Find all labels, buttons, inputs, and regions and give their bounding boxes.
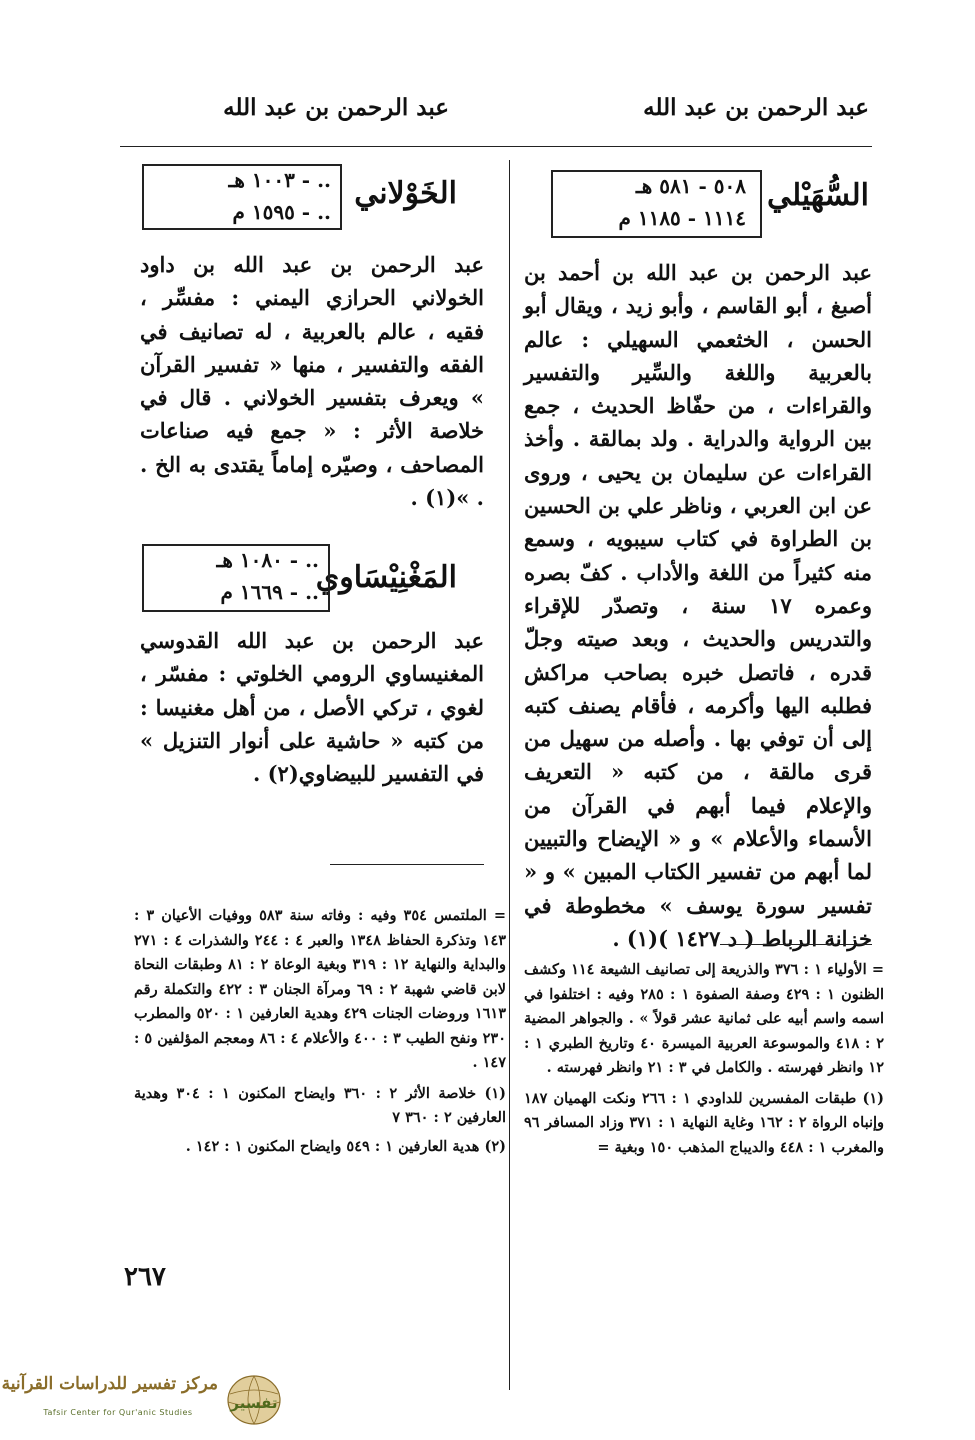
footnote-separator: [720, 944, 872, 945]
logo-arabic-text: مركز تفسير للدراسات القرآنية: [1, 1374, 218, 1394]
logo-mark-text: تفسير: [230, 1394, 278, 1412]
footnote: = الأولياء ١ : ٣٧٦ والذريعة إلى تصانيف الشيعة ١١٤ وكشف الظنون ١ : ٤٢٩ وصفة الصفوة ١ : ٢٨٥ وفيه : اختلفوا في اسمه واسم أبيه على ثمانية عشر قولاً » . والجواهر المضية ٢ : ٤١٨ والموسوعة العربية الميسرة ٤٠ وتاريخ الطبري ١ : ١٢ وانظر فهرسته . والكامل في ٣ : ٢١ وانظر فهرسته .: [524, 961, 885, 1076]
footnote: (١) طبقات المفسرين للداودي ١ : ٢٦٦ ونكت الهميان ١٨٧ وإنباه الرواة ٢ : ١٦٢ وغاية النهاية ١ : ٣٧١ وزاد المسافر ٩٦ والمغرب ١ : ٤٤٨ والديباج المذهب ١٥٠ وبغية =: [524, 1089, 885, 1156]
entry-name: الخَوْلاني: [354, 176, 457, 211]
footnotes-left: [134, 904, 506, 1159]
dates-hijri: .. - ١٠٠٣ هـ: [228, 168, 331, 192]
footnote-separator: [330, 864, 484, 865]
entry-text: عبد الرحمن بن عبد الله بن أحمد بن أصبغ ، أبو القاسم ، وأبو زيد ، ويقال أبو الحسن ، الخثعمي السهيلي : عالم بالعربية واللغة والسِّير والتفسير والقراءات ، من حفّاظ الحديث ، جمع بين الرواية والدراية . ولد بمالقة . وأخذ القراءات عن سليمان بن يحيى ، وروى عن ابن العربي ، وناظر علي بن الحسين بن الطراوة في كتاب سيبويه ، وسمع منه كثيراً من اللغة والأداب . كفّ بصره وعمره ١٧ سنة ، وتصدّر للإقراء والتدريس والحديث ، وبعد صيته وجلّ قدره ، فاتصل خبره بصاحب مراكش فطلبه اليها وأكرمه ، فأقام يصنف كتبه إلى أن توفي بها . وأصله من سهيل من قرى مالقة ، من كتبه « التعريف والإعلام فيما أبهم في القرآن من الأسماء والأعلام » و « الإيضاح والتبيين لما أبهم من تفسير الكتاب المبين » و « تفسير سورة يوسف » مخطوطة في خزانة الرباط ( د ١٤٢٧ )(١) .: [524, 260, 872, 951]
dates-hijri: ٥٠٨ - ٥٨١ هـ: [635, 174, 746, 198]
publisher-logo: [1, 1372, 288, 1428]
dates-gregorian: .. - ١٦٦٩ م: [220, 580, 319, 604]
footnote: = الملتمس ٣٥٤ وفيه : وفاته سنة ٥٨٣ ووفيات الأعيان ٣ : ١٤٣ وتذكرة الحفاظ ١٣٤٨ والعبر ٤ : ٢٤٤ والشذرات ٤ : ٢٧١ والبداية والنهاية ١٢ : ٣١٩ وبغية الوعاة ٢ : ٨١ وطبقات النحاة لابن قاضي شهبة ٢ : ٦٩ ومرآة الجنان ٣ : ٤٢٢ والتكملة رقم ١٦١٣ وروضات الجنات ٤٢٩ وهدية العارفين ١ : ٥٢٠ والمطرب ٢٣٠ ونفح الطيب ٣ : ٤٠٠ والأعلام ٤ : ٨٦ ومعجم المؤلفين ٥ : ١٤٧ .: [134, 907, 507, 1071]
logo-english-text: Tafsir Center for Qur'anic Studies: [43, 1408, 193, 1417]
running-header-left: عبد الرحمن بن عبد الله: [223, 94, 449, 121]
footnote: (٢) هدية العارفين ١ : ٥٤٩ وايضاح المكنون ١ : ١٤٢ .: [185, 1137, 506, 1155]
entry-text: عبد الرحمن بن عبد الله بن داود الخولاني الحرازي اليمني : مفسِّر ، فقيه ، عالم بالعربية ، له تصانيف في الفقه والتفسير ، منها « تفسير القرآن » ويعرف بتفسير الخولاني . قال في خلاصة الأثر : « جمع فيه صناعات المصاحف ، وصيّره إماماً يقتدى به الخ . . »(١) .: [140, 252, 484, 511]
footnote: (١) خلاصة الأثر ٢ : ٣٦٠ وايضاح المكنون ١ : ٣٠٤ وهدية العارفين ٢ : ٣٦٠ ٧: [134, 1084, 507, 1126]
column-divider: [509, 160, 510, 1390]
footnotes-right: [524, 958, 884, 1160]
dates-hijri: .. - ١٠٨٠ هـ: [216, 548, 319, 572]
running-header-right: عبد الرحمن بن عبد الله: [643, 94, 869, 121]
entry-text: عبد الرحمن بن عبد الله القدوسي المغنيساوي الرومي الخلوتي : مفسّر ، لغوي ، تركي الأصل ، من أهل مغنيسا : من كتبه « حاشية على أنوار التنزيل » في التفسير للبيضاوي(٢) .: [140, 628, 484, 787]
dates-gregorian: ١١١٤ - ١١٨٥ م: [618, 206, 746, 230]
logo-globe-icon: [218, 1372, 288, 1428]
page-number: ٢٦٧: [124, 1262, 166, 1292]
entry-name: السُّهَيْلي: [766, 178, 869, 213]
dates-gregorian: .. - ١٥٩٥ م: [232, 200, 331, 224]
header-rule: [120, 146, 872, 147]
entry-name: المَغْنِيْسَاوي: [315, 560, 457, 595]
